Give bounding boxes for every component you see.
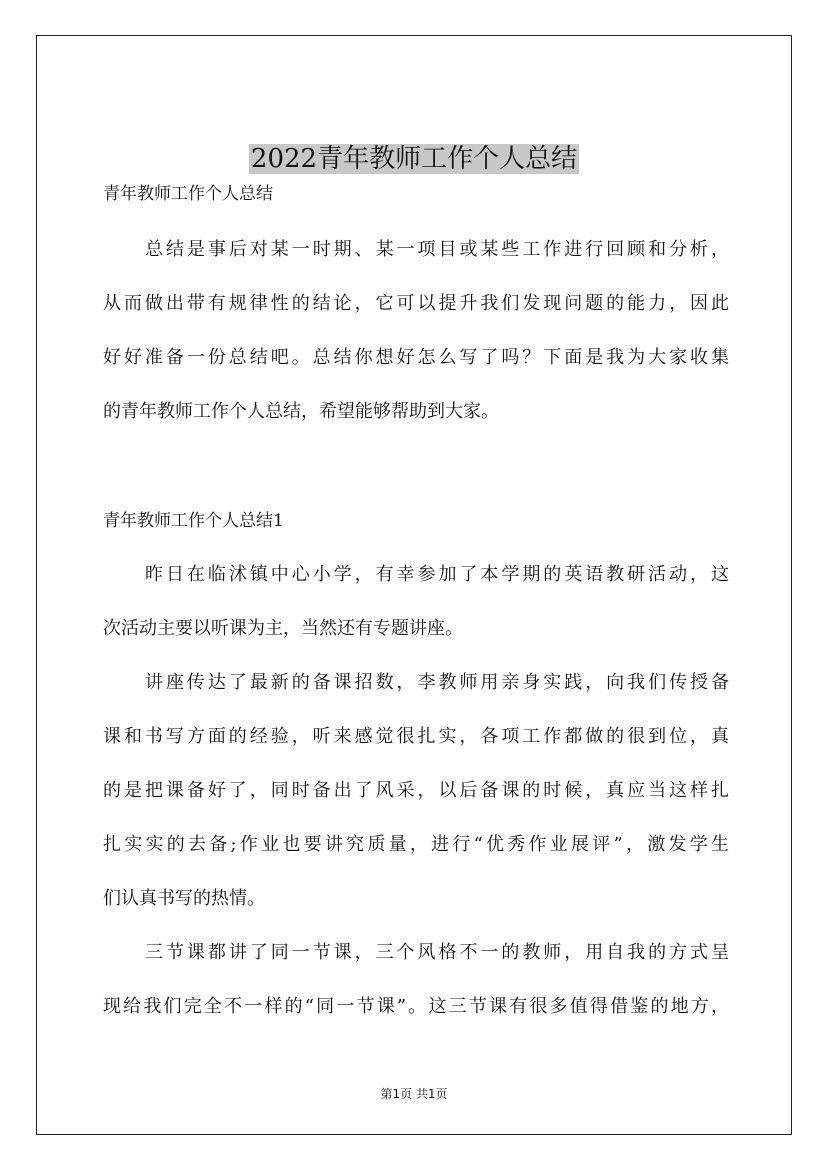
page-footer: 第1页 共1页: [380, 1087, 448, 1101]
document-title: [37, 139, 791, 179]
paragraph-line: 从而做出带有规律性的结论，它可以提升我们发现问题的能力，因此: [103, 293, 729, 314]
document-page: [36, 35, 792, 1135]
intro-heading: 青年教师工作个人总结: [103, 184, 273, 204]
paragraph-line: 扎实实的去备;作业也要讲究质量，进行“优秀作业展评”，激发学生: [103, 834, 729, 855]
paragraph-line: 们认真书写的热情。: [103, 888, 265, 909]
paragraph-line: 次活动主要以听课为主，当然还有专题讲座。: [103, 618, 463, 639]
paragraph-line: 讲座传达了最新的备课招数，李教师用亲身实践，向我们传授备: [145, 672, 729, 693]
paragraph-line: 总结是事后对某一时期、某一项目或某些工作进行回顾和分析，: [145, 239, 729, 260]
paragraph-line: 现给我们完全不一样的“同一节课”。这三节课有很多值得借鉴的地方，: [103, 996, 729, 1017]
paragraph-line: 三节课都讲了同一节课，三个风格不一的教师，用自我的方式呈: [145, 942, 729, 963]
paragraph-line: 的是把课备好了，同时备出了风采，以后备课的时候，真应当这样扎: [103, 780, 729, 801]
paragraph-line: 的青年教师工作个人总结，希望能够帮助到大家。: [103, 401, 499, 422]
document-title-text: 2022青年教师工作个人总结: [250, 144, 578, 174]
paragraph-line: 好好准备一份总结吧。总结你想好怎么写了吗？下面是我为大家收集: [103, 347, 729, 368]
paragraph-line: 课和书写方面的经验，听来感觉很扎实，各项工作都做的很到位，真: [103, 726, 729, 747]
section-heading: 青年教师工作个人总结1: [103, 511, 284, 531]
paragraph-line: 昨日在临沭镇中心小学，有幸参加了本学期的英语教研活动，这: [145, 564, 729, 585]
